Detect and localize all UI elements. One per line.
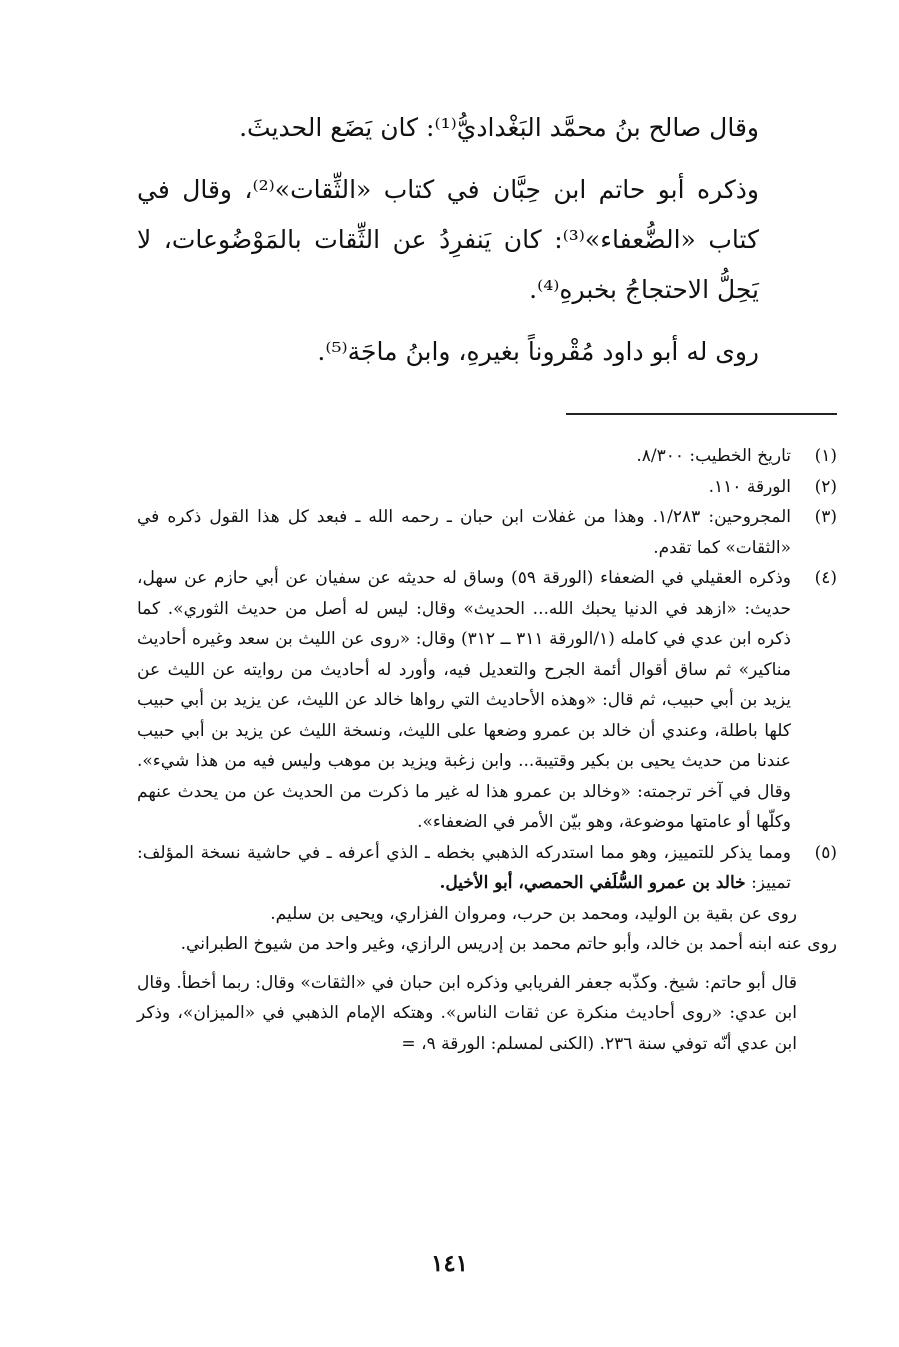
footnote-5 [137, 838, 837, 899]
continuation-paragraph-3: قال أبو حاتم: شيخ. وكذّبه جعفر الفريابي وذكره ابن حبان في «الثقات» وقال: ربما أخطأ. وقال ابن عدي: «روى أحاديث منكرة عن ثقات الناس». وهتكه الإمام الذهبي في «الميزان»، وذكر ابن عدي أنّه توفي سنة ٢٣٦. (الكنى لمسلم: الورقة ٩، = [137, 972, 797, 1054]
footnote-text: تاريخ الخطيب: ٨/٣٠٠. [636, 446, 791, 466]
footnote-4 [137, 563, 837, 838]
main-paragraph-2: وذكره أبو حاتم ابن حِبَّان في كتاب «الثِّقات»⁽²⁾، وقال في كتاب «الضُّعفاء»⁽³⁾: كان يَنفرِدُ عن الثِّقات بالمَوْضُوعات، لا يَحِلُّ الاحتجاجُ بخبرهِ⁽⁴⁾. [137, 175, 759, 304]
footnote-number: (٤) [814, 568, 837, 588]
footnote-number: (٢) [814, 476, 837, 497]
footnote-text-part: ومما يذكر للتمييز، وهو مما استدركه الذهبي بخطه ـ الذي أعرفه ـ في حاشية نسخة المؤلف: تمييز: [137, 842, 791, 893]
footnote-number: (١) [814, 446, 837, 466]
main-paragraph-1: وقال صالح بنُ محمَّد البَغْداديُّ⁽¹⁾: كان يَضَع الحديثَ. [239, 113, 759, 142]
footnote-text: وذكره العقيلي في الضعفاء (الورقة ٥٩) وساق له حديثه عن سفيان عن أبي حازم عن سهل، حديث: «ازهد في الدنيا يحبك الله... الحديث» وقال: ليس له أصل من حديث الثوري». كما ذكره ابن عدي في كامله (١/الورقة ٣١١ ــ ٣١٢) وقال: «روى عن الليث بن سعد وغيره أحاديث مناكير» ثم ساق أقوال أئمة الجرح والتعديل فيه، وأورد له أحاديث من روايته عن الليث عن يزيد بن أبي حبيب، ثم قال: «وهذه الأحاديث التي رواها خالد عن الليث، عن يزيد بن أبي حبيب كلها باطلة، وعندي أن خالد بن عمرو وضعها على الليث، ونسخة الليث عن يزيد بن أبي حبيب عندنا من حديث يحيى بن بكير وقتيبة... وابن زغبة ويزيد بن موهب وليس فيه من هذا شيء». وقال في آخر ترجمته: «وخالد بن عمرو هذا له غير ما ذكرت من الحديث عن من يحدث عنهم وكلّها أو عامتها موضوعة، وهو بيّن الأمر في الضعفاء». [137, 568, 791, 832]
footnote-separator-line [566, 413, 837, 415]
footnote-number: (٥) [814, 842, 837, 863]
footnote-text [137, 838, 791, 899]
page-number: ١٤١ [430, 1250, 469, 1277]
footnote-text: المجروحين: ١/٢٨٣. وهذا من غفلات ابن حبان ـ رحمه الله ـ فبعد كل هذا القول ذكره في «الثقات» كما تقدم. [137, 507, 791, 558]
footnote-number: (٣) [814, 507, 837, 527]
continuation-paragraph-1: روى عن بقية بن الوليد، ومحمد بن حرب، ومروان الفزاري، ويحيى بن سليم. [270, 903, 797, 924]
footnote-1 [137, 441, 837, 472]
footnotes [137, 441, 837, 1059]
continuation-paragraph-2: روى عنه ابنه أحمد بن خالد، وأبو حاتم محمد بن إدريس الرازي، وغير واحد من شيوخ الطبراني. [180, 934, 837, 954]
main-text [137, 103, 837, 377]
footnote-text: الورقة ١١٠. [708, 476, 791, 497]
footnote-bold-name: خالد بن عمرو السُّلَفي الحمصي، أبو الأخيل. [439, 873, 746, 893]
footnote-3 [137, 502, 837, 563]
main-paragraph-3: روى له أبو داود مُقْروناً بغيرهِ، وابنُ ماجَة⁽⁵⁾. [317, 337, 759, 366]
footnote-2 [137, 472, 837, 503]
